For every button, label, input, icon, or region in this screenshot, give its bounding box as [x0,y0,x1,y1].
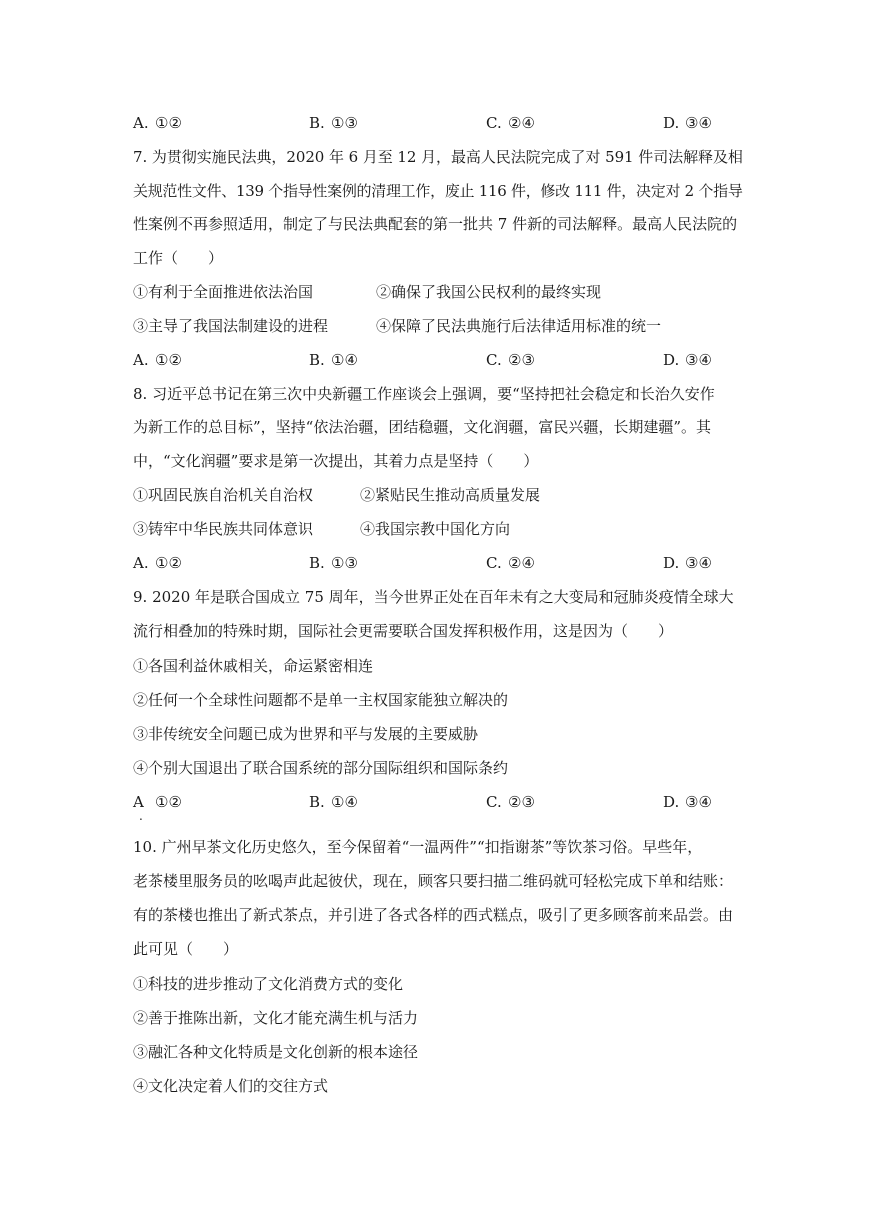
answer-letter: B. [309,351,325,369]
answer-text: ①③ [331,554,358,572]
answer-letter: C. [486,114,502,132]
answer-letter: A. [133,554,149,572]
answer-text: ①② [155,793,182,811]
q9-option-3: ③非传统安全问题已成为世界和平与发展的主要威胁 [133,725,479,743]
q10-option-1: ①科技的进步推动了文化消费方式的变化 [133,975,404,993]
q7-option-4: ④保障了民法典施行后法律适用标准的统一 [376,317,662,335]
answer-letter: D. [663,351,680,369]
q8-option-4: ④我国宗教中国化方向 [360,520,511,538]
q8-answer-d [663,552,712,574]
answer-text: ③④ [685,793,712,811]
q8-option-3: ③铸牢中华民族共同体意识 [133,520,314,538]
q10-option-4: ④文化决定着人们的交往方式 [133,1077,329,1095]
q6-answer-c [486,112,535,134]
q9-option-1: ①各国利益休戚相关，命运紧密相连 [133,657,374,675]
q6-answer-b [309,112,358,134]
q10-stem-line: 此可见（ ） [133,940,239,958]
q9-stem-line: 9. 2020 年是联合国成立 75 周年，当今世界正处在百年未有之大变局和冠肺炎疫情全球大 [133,588,734,606]
answer-letter: A. [133,114,149,132]
q9-dot-mark: . [139,809,143,823]
q8-answer-a [133,552,182,574]
answer-text: ①② [155,114,182,132]
q7-option-3: ③主导了我国法制建设的进程 [133,317,329,335]
q8-option-1: ①巩固民族自治机关自治权 [133,486,314,504]
answer-letter: A [133,793,144,811]
q9-option-4: ④个别大国退出了联合国系统的部分国际组织和国际条约 [133,759,509,777]
q7-stem-line: 性案例不再参照适用，制定了与民法典配套的第一批共 7 件新的司法解释。最高人民法院的 [133,215,738,233]
q7-stem-line: 7. 为贯彻实施民法典，2020 年 6 月至 12 月，最高人民法院完成了对 591 件司法解释及相 [133,148,743,166]
q10-option-2: ②善于推陈出新，文化才能充满生机与活力 [133,1009,419,1027]
q9-option-2: ②任何一个全球性问题都不是单一主权国家能独立解决的 [133,691,509,709]
answer-text: ①④ [331,351,358,369]
q10-stem-line: 老茶楼里服务员的吆喝声此起彼伏，现在，顾客只要扫描二维码就可轻松完成下单和结账： [133,872,734,890]
answer-text: ③④ [685,114,712,132]
q8-answer-c [486,552,535,574]
answer-text: ③④ [685,554,712,572]
answer-text: ②③ [508,351,535,369]
q9-stem-line: 流行相叠加的特殊时期，国际社会更需要联合国发挥积极作用，这是因为（ ） [133,622,674,640]
answer-letter: B. [309,793,325,811]
q8-answer-b [309,552,358,574]
q9-answer-b [309,791,358,813]
answer-text: ②③ [508,793,535,811]
q10-stem-line: 有的茶楼也推出了新式茶点，并引进了各式各样的西式糕点，吸引了更多顾客前来品尝。由 [133,906,734,924]
q7-option-1: ①有利于全面推进依法治国 [133,283,314,301]
q8-stem-line: 8. 习近平总书记在第三次中央新疆工作座谈会上强调，要“坚持把社会稳定和长治久安作 [133,385,715,403]
q7-answer-a [133,349,182,371]
q7-answer-d [663,349,712,371]
answer-letter: C. [486,351,502,369]
answer-text: ①③ [331,114,358,132]
answer-letter: A. [133,351,149,369]
q6-answer-a [133,112,182,134]
answer-letter: C. [486,793,502,811]
q8-stem-line: 为新工作的总目标”，坚持“依法治疆，团结稳疆，文化润疆，富民兴疆，长期建疆”。其 [133,418,712,436]
q7-answer-b [309,349,358,371]
q7-option-2: ②确保了我国公民权利的最终实现 [376,283,602,301]
answer-text: ①④ [331,793,358,811]
answer-letter: D. [663,114,680,132]
answer-letter: C. [486,554,502,572]
answer-letter: B. [309,554,325,572]
q10-option-3: ③融汇各种文化特质是文化创新的根本途径 [133,1043,419,1061]
q7-stem-line: 关规范性文件、139 个指导性案例的清理工作，废止 116 件，修改 111 件，决定对 2 个指导 [133,182,743,200]
q6-answer-d [663,112,712,134]
q10-stem-line: 10. 广州早茶文化历史悠久，至今保留着“一温两件”“扣指谢茶”等饮茶习俗。早些年， [133,838,703,856]
q7-answer-c [486,349,535,371]
answer-text: ②④ [508,554,535,572]
answer-letter: B. [309,114,325,132]
q7-stem-line: 工作（ ） [133,249,224,267]
answer-text: ③④ [685,351,712,369]
q9-answer-d [663,791,712,813]
answer-text: ②④ [508,114,535,132]
answer-letter: D. [663,793,680,811]
answer-text: ①② [155,554,182,572]
q9-answer-c [486,791,535,813]
answer-text: ①② [155,351,182,369]
answer-letter: D. [663,554,680,572]
q8-option-2: ②紧贴民生推动高质量发展 [360,486,541,504]
q8-stem-line: 中，“文化润疆”要求是第一次提出，其着力点是坚持（ ） [133,452,539,470]
